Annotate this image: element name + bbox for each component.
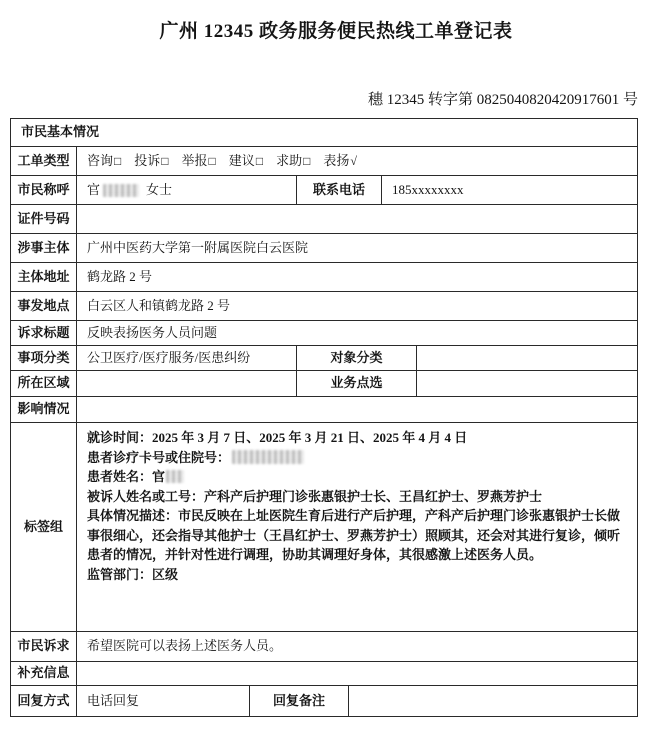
row-incident-location [11,292,637,321]
tag-group-content [76,423,637,631]
tag-group-label: 标签组 [23,518,63,534]
row-supplementary [11,662,637,686]
contact-phone-label: 联系电话 [296,176,381,204]
entity-address-value: 鹤龙路 2 号 [76,263,637,291]
option-complaint: 投诉□ [134,152,169,168]
item-category-value: 公卫医疗/医疗服务/医患纠纷 [76,346,296,370]
row-citizen-name-phone [11,176,637,205]
row-id-number [11,205,637,234]
supervision-line: 监管部门：区级 [87,566,179,582]
redaction-blur [166,470,184,483]
reply-note-value [348,686,637,716]
row-involved-entity [11,234,637,263]
redaction-blur [103,184,139,197]
option-report: 举报□ [181,152,216,168]
redaction-blur [232,450,304,464]
checkbox-empty-icon: □ [208,153,216,168]
entity-address-label: 主体地址 [17,268,70,284]
incident-location-value: 白云区人和镇鹤龙路 2 号 [76,292,637,320]
reply-note-label: 回复备注 [249,686,348,716]
involved-entity-value: 广州中医药大学第一附属医院白云医院 [76,234,637,262]
checkmark-icon: √ [350,153,357,168]
row-citizen-appeal [11,632,637,662]
supplementary-value [76,662,637,685]
involved-entity-label: 涉事主体 [17,239,70,255]
registration-form-table [10,118,638,717]
page-title: 广州 12345 政务服务便民热线工单登记表 [159,21,513,42]
impact-label: 影响情况 [17,401,70,417]
accused-line: 被诉人姓名或工号：产科产后护理门诊张惠银护士长、王昌红护士、罗燕芳护士 [87,488,543,504]
item-category-label: 事项分类 [17,349,70,365]
object-category-label: 对象分类 [296,346,416,370]
row-entity-address [11,263,637,292]
reply-method-label: 回复方式 [17,692,70,708]
id-number-label: 证件号码 [17,210,70,226]
object-category-value [416,346,637,370]
order-type-options [76,147,637,175]
appeal-title-value: 反映表扬医务人员问题 [76,321,637,345]
row-impact [11,397,637,423]
impact-value [76,397,637,422]
reference-number: 穗 12345 转字第 0825040820420917601 号 [367,92,638,108]
citizen-appeal-label: 市民诉求 [17,638,70,654]
supplementary-label: 补充信息 [17,665,70,681]
checkbox-empty-icon: □ [255,153,264,168]
checkbox-empty-icon: □ [303,153,311,168]
checkbox-empty-icon: □ [161,153,169,168]
section-header-citizen-basic-info: 市民基本情况 [21,124,100,140]
option-consult: 咨询□ [87,152,122,168]
option-praise-checked: 表扬√ [323,152,357,168]
patient-name-line: 患者姓名：官 [87,467,625,487]
business-point-value [416,371,637,396]
citizen-name-value: 官 女士 [76,176,296,204]
incident-location-label: 事发地点 [17,297,70,313]
reply-method-value: 电话回复 [76,686,249,716]
patient-card-line: 患者诊疗卡号或住院号： [87,448,625,468]
contact-phone-value: 185xxxxxxxx [381,176,637,204]
option-suggestion: 建议□ [228,152,264,168]
region-label: 所在区域 [17,375,70,391]
order-type-label: 工单类型 [17,152,70,168]
business-point-label: 业务点选 [296,371,416,396]
row-tag-group [11,423,637,632]
row-order-type [11,147,637,176]
citizen-name-label: 市民称呼 [17,181,70,197]
id-number-value [76,205,637,233]
row-section-header [11,119,637,147]
visit-time-line: 就诊时间：2025 年 3 月 7 日、2025 年 3 月 21 日、2025 年 4 月 4 日 [87,430,468,445]
option-help: 求助□ [276,152,311,168]
description-line: 具体情况描述：市民反映在上址医院生育后进行产后护理，产科产后护理门诊张惠银护士长做事很细心，还会指导其他护士（王昌红护士、罗燕芳护士）照顾其，还会对其进行复诊，倾听患者的情况，并针对性进行调理，协助其调理好身体，其很感激上述医务人员。 [87,508,621,562]
row-region [11,371,637,397]
region-value [76,371,296,396]
row-item-category [11,346,637,371]
checkbox-empty-icon: □ [114,153,122,168]
citizen-appeal-value: 希望医院可以表扬上述医务人员。 [76,632,637,661]
row-appeal-title [11,321,637,346]
row-reply-method [11,686,637,716]
appeal-title-label: 诉求标题 [17,324,70,340]
